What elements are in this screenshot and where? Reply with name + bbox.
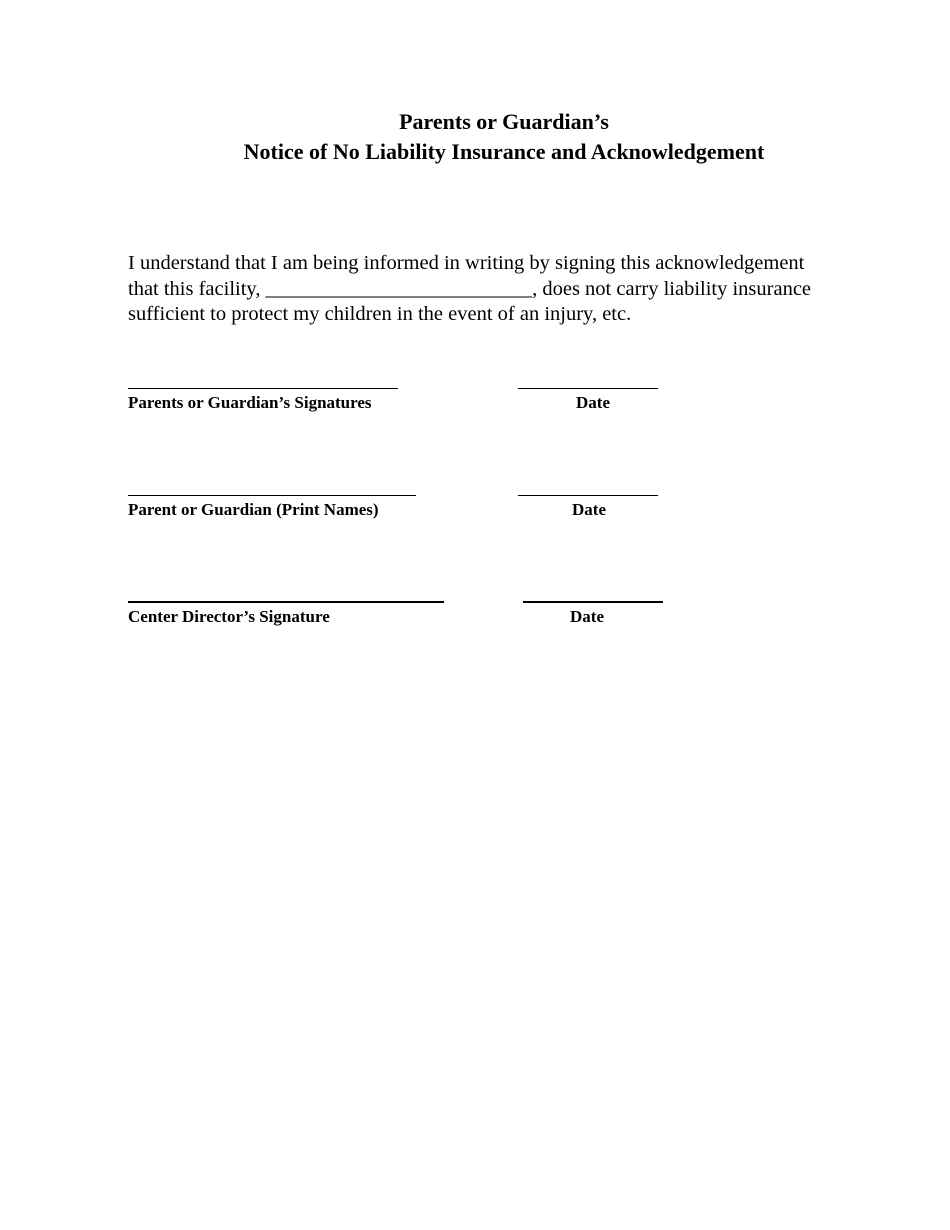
paragraph-line-2 [128, 277, 868, 303]
paragraph-line-1: I understand that I am being informed in writing by signing this acknowledgement [128, 252, 805, 274]
document-title [0, 107, 950, 167]
guardian-print-name-label: Parent or Guardian (Print Names) [128, 500, 379, 519]
director-signature-date-label: Date [570, 607, 604, 626]
guardian-print-name-line[interactable] [128, 495, 416, 496]
title-line-1: Parents or Guardian’s [399, 109, 609, 134]
guardian-print-name-date-line[interactable] [518, 495, 658, 496]
director-signature-label: Center Director’s Signature [128, 607, 330, 626]
guardian-signature-date-label: Date [576, 393, 610, 412]
guardian-signature-date-line[interactable] [518, 388, 658, 389]
guardian-signature-label: Parents or Guardian’s Signatures [128, 393, 372, 412]
facility-name-blank[interactable]: __________________________ [265, 277, 533, 300]
title-line-2: Notice of No Liability Insurance and Acknowledgement [243, 139, 765, 164]
acknowledgement-paragraph [128, 251, 868, 328]
guardian-print-name-date-label: Date [572, 500, 606, 519]
paragraph-line-2-end: , does not carry liability insurance [532, 277, 812, 300]
guardian-signature-line[interactable] [128, 388, 398, 389]
paragraph-line-2-start: that this facility, [128, 277, 266, 300]
director-signature-date-line[interactable] [523, 601, 663, 603]
director-signature-line[interactable] [128, 601, 444, 603]
paragraph-line-3: sufficient to protect my children in the event of an injury, etc. [128, 303, 632, 325]
